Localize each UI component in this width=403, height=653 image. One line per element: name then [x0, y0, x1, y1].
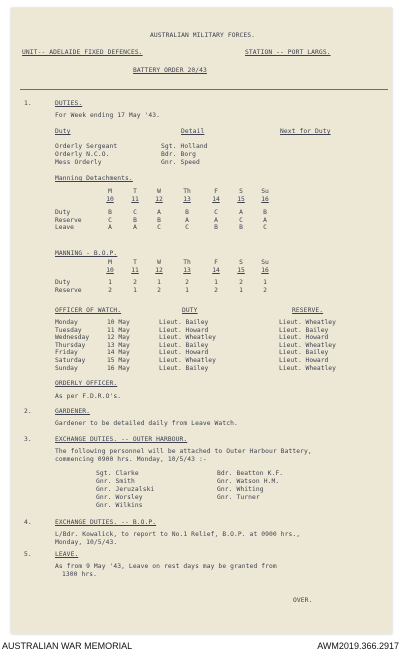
reserve-officer: Lieut. Wheatley [279, 341, 336, 349]
cell: B [157, 216, 161, 224]
reserve-officer: Lieut. Wheatley [279, 364, 336, 372]
over-marker: OVER. [293, 597, 313, 604]
date: 16 May [107, 364, 130, 372]
row-label: Duty [55, 279, 71, 287]
personnel-name: Gnr. Watson H.M. [217, 478, 280, 485]
duty-officer: Lieut. Wheatley [159, 334, 216, 342]
duty-name: Orderly N.C.O. [55, 151, 110, 158]
cell: 2 [214, 286, 218, 294]
table-row [55, 209, 277, 217]
day-header: S [239, 259, 243, 266]
date-header: 14 [212, 266, 220, 274]
date-header: 11 [131, 195, 139, 203]
org-heading: AUSTRALIAN MILITARY FORCES. [150, 32, 256, 39]
manning-title: Manning Detachments. [55, 175, 133, 182]
section-5-line: 1300 hrs. [62, 571, 98, 578]
day: Wednesday [55, 334, 90, 342]
duty-name: Mess Orderly [55, 159, 102, 166]
section-4-title: EXCHANGE DUTIES. -- B.O.P. [55, 519, 157, 526]
cell: 1 [133, 286, 137, 294]
duty-officer: Lieut. Howard [159, 326, 209, 334]
orderly-officer-text: As per F.D.R.O's. [55, 393, 122, 400]
header-rule [20, 89, 388, 90]
cell: 1 [157, 279, 161, 287]
cell: A [157, 209, 161, 217]
date: 12 May [107, 334, 130, 342]
reserve-officer: Lieut. Bailey [279, 326, 329, 334]
table-row [55, 327, 336, 335]
cell: B [263, 209, 267, 217]
col-next: Next for Duty [280, 128, 331, 135]
cell: 1 [239, 286, 243, 294]
col-duty: Duty [55, 128, 71, 135]
day-header: Th [183, 259, 191, 266]
day-header: Su [261, 259, 269, 266]
personnel-name: Sgt. Clarke [96, 470, 139, 477]
duty-detail: Bdr. Borg [161, 151, 197, 158]
cell: A [239, 209, 243, 217]
section-2-title: GARDENER. [55, 408, 91, 415]
personnel-name: Gnr. Worsley [96, 494, 143, 501]
table-row [55, 319, 336, 327]
cell: A [214, 216, 218, 224]
day: Tuesday [55, 326, 82, 334]
cell: 1 [263, 279, 267, 287]
cell: 2 [108, 286, 112, 294]
day-header: F [214, 259, 218, 266]
personnel-name: Gnr. Turner [217, 494, 260, 501]
cell: C [185, 224, 189, 232]
cell: 2 [263, 286, 267, 294]
day-header: Th [183, 188, 191, 195]
day-header: W [157, 259, 161, 266]
cell: C [157, 224, 161, 232]
cell: C [214, 209, 218, 217]
day-header: M [108, 188, 112, 195]
date-header: 16 [261, 266, 269, 274]
duty-detail: Gnr. Speed [161, 159, 200, 166]
section-3-title: EXCHANGE DUTIES. -- OUTER HARBOUR. [55, 436, 188, 443]
day-header: Su [261, 188, 269, 195]
date: 10 May [107, 319, 130, 326]
order-number: BATTERY ORDER 20/43 [133, 67, 207, 74]
date: 14 May [107, 349, 130, 357]
cell: 2 [239, 279, 243, 287]
duty-officer: Lieut. Howard [159, 349, 209, 357]
section-5-number: 5. [24, 551, 32, 558]
cell: B [185, 209, 189, 217]
section-1-number: 1. [24, 100, 32, 107]
table-row [55, 334, 336, 342]
date-header: 12 [155, 266, 163, 274]
station-line: STATION -- PORT LARGS. [245, 49, 331, 56]
cell: A [263, 216, 267, 224]
section-5-title: LEAVE. [55, 551, 79, 558]
officer-duty-title: DUTY [182, 307, 198, 314]
unit-line: UNIT-- ADELAIDE FIXED DEFENCES. [22, 49, 143, 56]
footer-source: AUSTRALIAN WAR MEMORIAL [2, 641, 133, 651]
cell: B [108, 209, 112, 217]
date-header: 14 [212, 195, 220, 203]
personnel-name: Bdr. Beatton K.F. [217, 470, 284, 477]
day: Saturday [55, 356, 86, 364]
date-header: 10 [106, 195, 114, 203]
day-header: S [239, 188, 243, 195]
week-ending: For Week ending 17 May '43. [55, 112, 161, 119]
date-header: 15 [237, 195, 245, 203]
day-header: M [108, 259, 112, 266]
personnel-name: Gnr. Whiting [217, 486, 264, 493]
date-header: 15 [237, 266, 245, 274]
cell: 2 [157, 286, 161, 294]
manning-table [55, 188, 277, 232]
day: Thursday [55, 341, 86, 349]
day: Monday [55, 319, 78, 326]
cell: A [185, 216, 189, 224]
duty-officer: Lieut. Wheatley [159, 356, 216, 364]
officers-table [55, 319, 336, 372]
cell: 1 [214, 279, 218, 287]
section-3-number: 3. [24, 436, 32, 443]
table-row [55, 342, 336, 350]
col-detail: Detail [181, 128, 205, 135]
duty-detail: Sgt. Holland [161, 143, 208, 150]
reserve-officer: Lieut. Wheatley [279, 319, 336, 326]
manning-bop-title: MANNING - B.O.P. [55, 250, 118, 257]
row-label: Leave [55, 224, 74, 232]
date: 13 May [107, 341, 130, 349]
section-3-line: commencing 0900 hrs. Monday, 10/5/43 :- [55, 456, 207, 463]
reserve-officer: Lieut. Howard [279, 356, 329, 364]
cell: C [239, 216, 243, 224]
personnel-name: Gnr. Jeruzalski [96, 486, 155, 493]
table-row [55, 279, 277, 287]
cell: A [133, 224, 137, 232]
footer-accession: AWM2019.366.2917 [317, 641, 399, 651]
section-2-text: Gardener to be detailed daily from Leave Watch. [55, 420, 238, 427]
date: 15 May [107, 356, 130, 364]
personnel-name: Gnr. Smith [96, 478, 135, 485]
officer-reserve-title: RESERVE. [292, 307, 324, 314]
table-row [55, 349, 336, 357]
duty-officer: Lieut. Bailey [159, 364, 209, 372]
table-row [55, 357, 336, 365]
table-row [55, 365, 336, 373]
personnel-name: Gnr. Wilkins [96, 502, 143, 509]
cell: C [108, 216, 112, 224]
cell: 1 [108, 279, 112, 287]
reserve-officer: Lieut. Bailey [279, 349, 329, 357]
cell: 2 [133, 279, 137, 287]
orderly-officer-title: ORDERLY OFFICER. [55, 380, 118, 387]
date-header: 11 [131, 266, 139, 274]
section-3-line: The following personnel will be attached to Outer Harbour Battery, [55, 448, 312, 455]
day: Sunday [55, 364, 78, 372]
table-row [55, 287, 277, 295]
officer-of-watch-title: OFFICER OF WATCH. [55, 307, 122, 314]
date-header: 12 [155, 195, 163, 203]
section-4-number: 4. [24, 519, 32, 526]
section-1-title: DUTIES. [55, 100, 83, 107]
cell: B [239, 224, 243, 232]
cell: A [108, 224, 112, 232]
table-row [55, 224, 277, 232]
row-label: Reserve [55, 286, 82, 294]
day-header: T [133, 259, 137, 266]
cell: C [263, 224, 267, 232]
section-4-line: Monday, 10/5/43. [55, 539, 118, 546]
section-5-line: As from 9 May '43, Leave on rest days may be granted from [55, 563, 277, 570]
date: 11 May [107, 326, 130, 334]
date-header: 13 [183, 195, 191, 203]
date-header: 10 [106, 266, 114, 274]
day-header: F [214, 188, 218, 195]
cell: C [133, 209, 137, 217]
cell: 2 [185, 279, 189, 287]
duty-officer: Lieut. Bailey [159, 319, 209, 326]
day: Friday [55, 349, 78, 357]
reserve-officer: Lieut. Howard [279, 334, 329, 342]
row-label: Duty [55, 209, 71, 217]
day-header: W [157, 188, 161, 195]
bop-table [55, 259, 277, 294]
date-header: 13 [183, 266, 191, 274]
date-header: 16 [261, 195, 269, 203]
cell: B [133, 216, 137, 224]
cell: B [214, 224, 218, 232]
section-4-line: L/Bdr. Kowalick, to report to No.1 Relief, B.O.P. at 0900 hrs., [55, 531, 301, 538]
duty-officer: Lieut. Bailey [159, 341, 209, 349]
table-row [55, 217, 277, 225]
cell: 1 [185, 286, 189, 294]
day-header: T [133, 188, 137, 195]
section-2-number: 2. [24, 408, 32, 415]
duty-name: Orderly Sergeant [55, 143, 118, 150]
row-label: Reserve [55, 216, 82, 224]
